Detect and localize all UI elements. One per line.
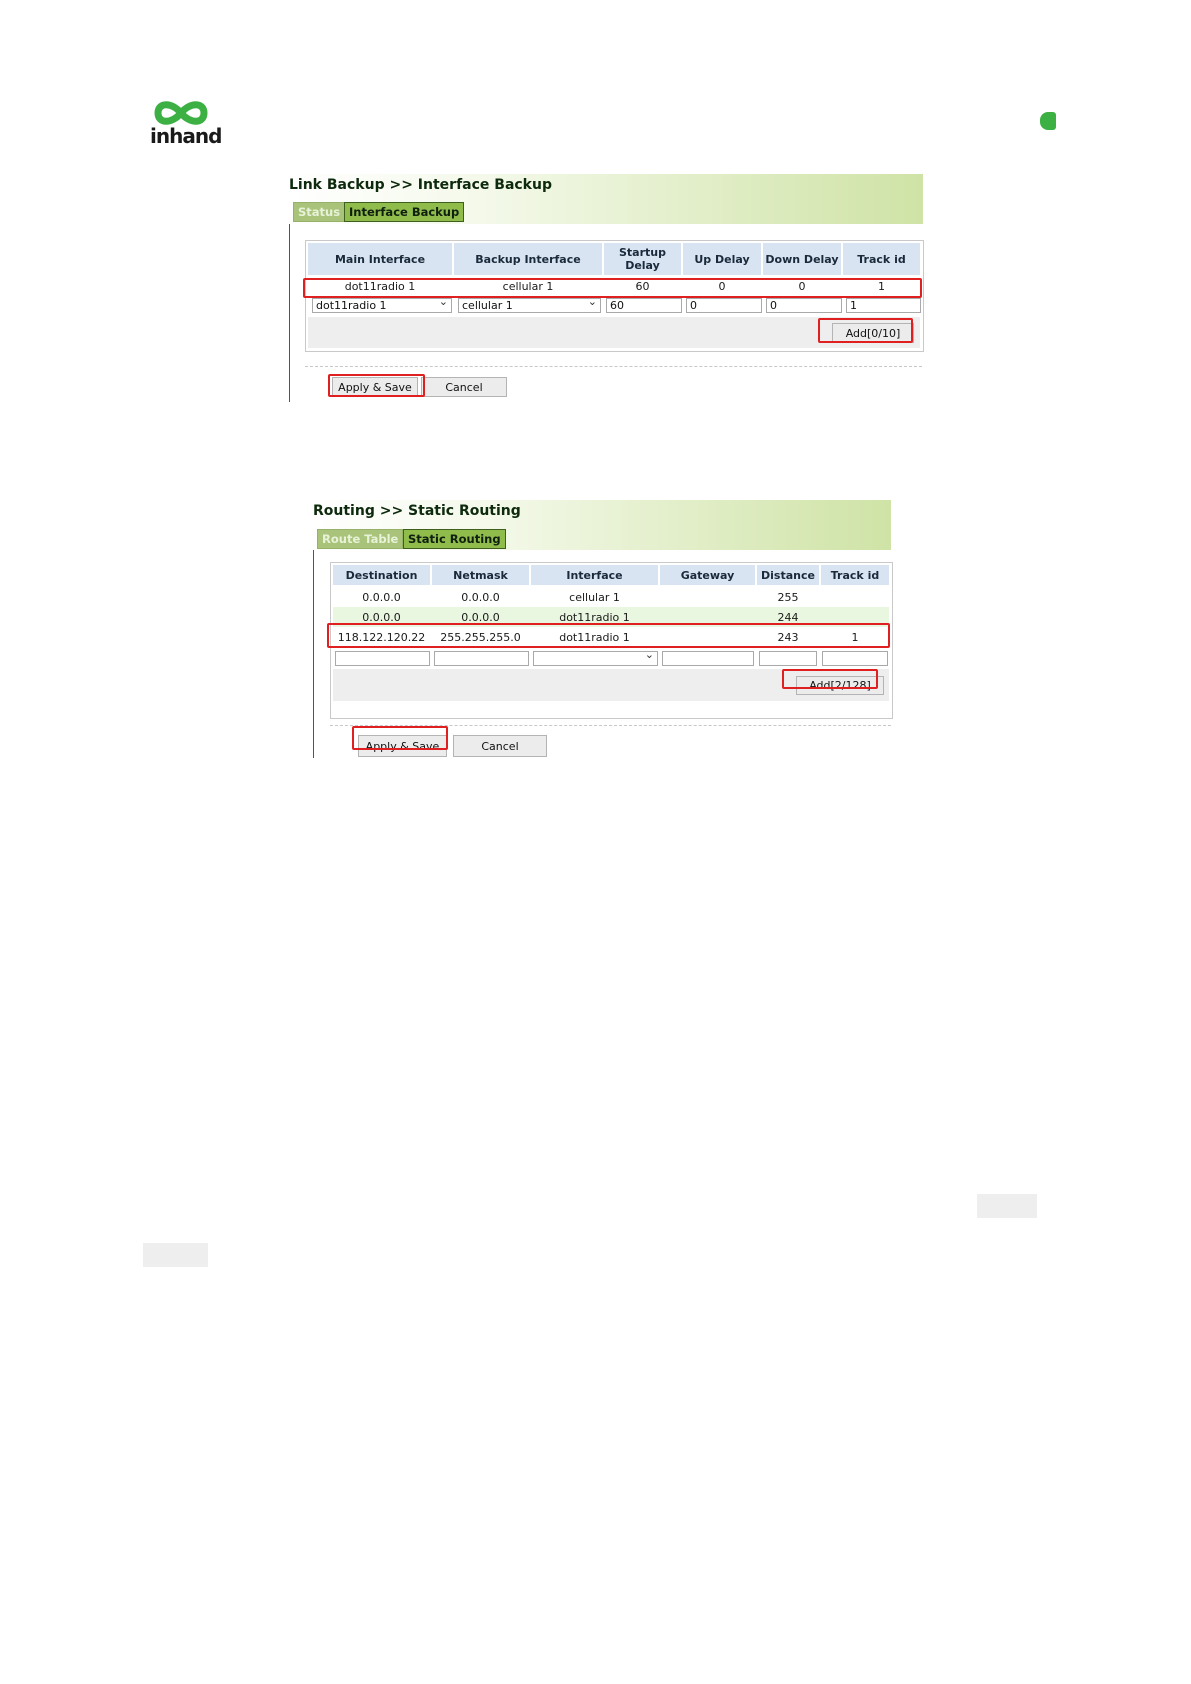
panel-body (313, 550, 891, 758)
cell-distance: 243 (777, 630, 799, 644)
main-interface-select[interactable]: dot11radio 1 ⌄ (312, 298, 452, 313)
static-routing-panel (313, 500, 891, 758)
tab-interface-backup[interactable]: Interface Backup (344, 202, 464, 222)
cell-gateway (660, 587, 755, 607)
up-delay-input[interactable]: 0 (686, 298, 762, 313)
cell-distance: 244 (777, 610, 799, 624)
column-header: Startup Delay (604, 243, 681, 275)
panel-header (313, 500, 891, 550)
cell-up-delay: 0 (718, 279, 726, 293)
column-header: Backup Interface (454, 243, 602, 275)
cell-interface: dot11radio 1 (559, 630, 630, 644)
tab-static-routing[interactable]: Static Routing (403, 529, 506, 549)
grey-block (977, 1194, 1037, 1218)
page-title: Link Backup >> Interface Backup (289, 177, 552, 193)
divider (330, 725, 891, 726)
startup-delay-input[interactable]: 60 (606, 298, 682, 313)
track-id-input[interactable]: 1 (846, 298, 921, 313)
cancel-button[interactable]: Cancel (421, 377, 507, 397)
add-button[interactable]: Add[2/128] (796, 676, 884, 695)
green-tab-marker (1040, 112, 1056, 130)
column-header: Track id (843, 243, 920, 275)
cell-netmask: 0.0.0.0 (461, 590, 500, 604)
cell-down-delay: 0 (798, 279, 806, 293)
cell-track-id (821, 587, 889, 607)
cell-track-id: 1 (878, 279, 885, 293)
grey-block (143, 1243, 208, 1267)
inhand-logo (150, 98, 220, 150)
backup-interface-select[interactable]: cellular 1 ⌄ (458, 298, 601, 313)
panel-header (289, 174, 923, 224)
page-title: Routing >> Static Routing (313, 503, 521, 519)
netmask-input[interactable] (434, 651, 529, 666)
destination-input[interactable] (335, 651, 430, 666)
cell-main-interface: dot11radio 1 (344, 279, 416, 293)
column-header: Track id (821, 565, 889, 585)
table-row[interactable] (333, 627, 889, 647)
column-header: Distance (757, 565, 819, 585)
column-header: Gateway (660, 565, 755, 585)
column-header: Destination (333, 565, 430, 585)
tab-route-table[interactable]: Route Table (317, 529, 403, 549)
table-row[interactable] (333, 587, 889, 607)
add-button[interactable]: Add[0/10] (832, 323, 914, 343)
cell-gateway (660, 627, 755, 647)
apply-save-button[interactable]: Apply & Save (332, 377, 418, 397)
table-row[interactable] (333, 607, 889, 627)
cell-startup-delay: 60 (635, 279, 650, 293)
cell-track-id (821, 607, 889, 627)
cell-backup-interface: cellular 1 (502, 279, 554, 293)
distance-input[interactable] (759, 651, 817, 666)
apply-save-button[interactable]: Apply & Save (358, 735, 447, 757)
table-row[interactable] (308, 277, 920, 295)
add-bar (308, 317, 920, 348)
down-delay-input[interactable]: 0 (766, 298, 842, 313)
interface-backup-panel (289, 174, 923, 402)
column-header: Up Delay (683, 243, 761, 275)
column-header: Interface (531, 565, 658, 585)
cell-gateway (660, 607, 755, 627)
interface-select[interactable] (533, 651, 658, 666)
cell-track-id: 1 (851, 630, 859, 644)
interface-backup-table (305, 240, 924, 352)
cell-distance: 255 (777, 590, 799, 604)
column-header: Down Delay (763, 243, 841, 275)
cell-interface: dot11radio 1 (559, 610, 630, 624)
cell-destination: 0.0.0.0 (362, 590, 401, 604)
gateway-input[interactable] (662, 651, 754, 666)
cell-destination: 118.122.120.22 (337, 630, 426, 644)
cell-destination: 0.0.0.0 (362, 610, 401, 624)
static-routing-table (330, 562, 893, 719)
cell-netmask: 255.255.255.0 (440, 630, 521, 644)
logo-wordmark: inhand (150, 124, 222, 148)
cell-netmask: 0.0.0.0 (461, 610, 500, 624)
cancel-button[interactable]: Cancel (453, 735, 547, 757)
column-header: Netmask (432, 565, 529, 585)
panel-body (289, 224, 923, 402)
column-header: Main Interface (308, 243, 452, 275)
cell-interface: cellular 1 (569, 590, 620, 604)
tab-status[interactable]: Status (293, 202, 345, 222)
track-id-input[interactable] (822, 651, 888, 666)
divider (305, 366, 922, 367)
